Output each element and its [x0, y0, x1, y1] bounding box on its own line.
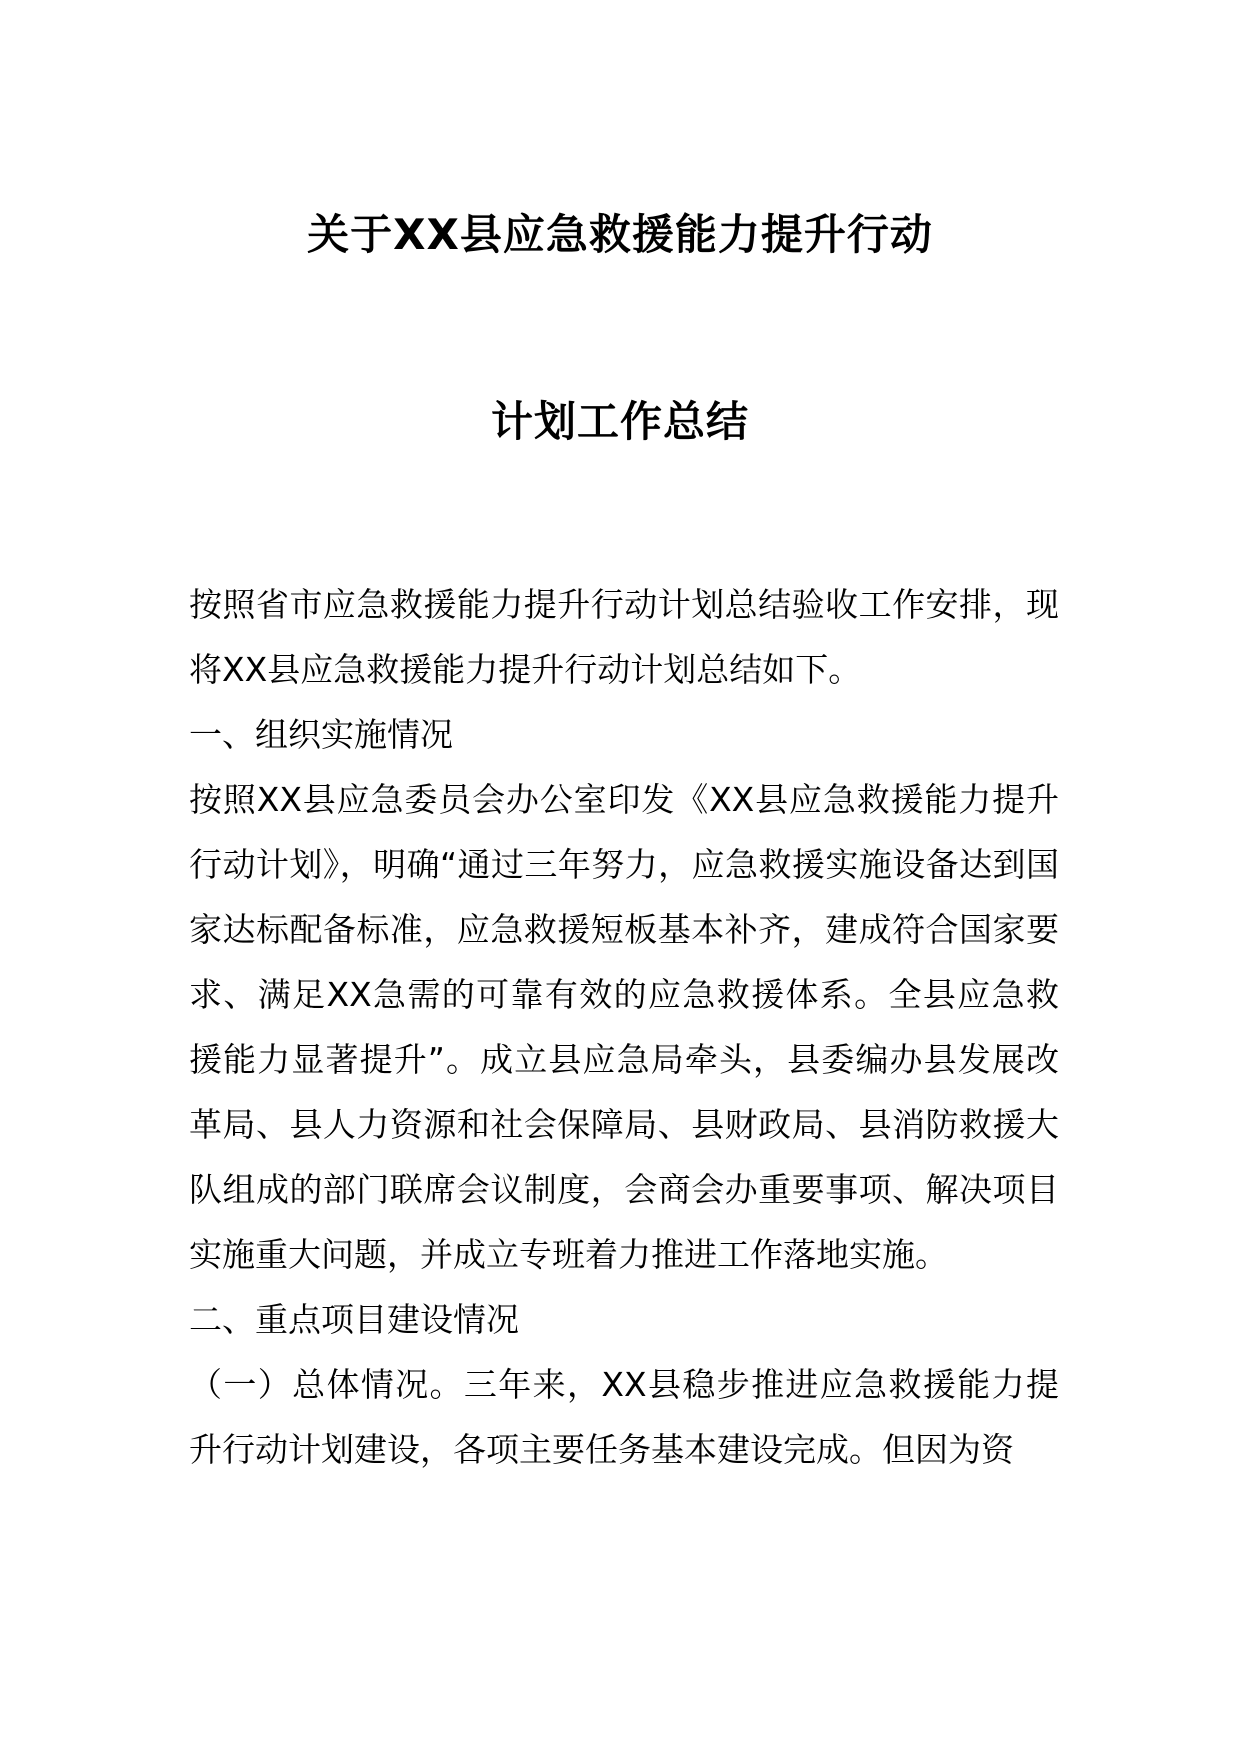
- document-title-line-1: 关于XX县应急救援能力提升行动: [307, 210, 933, 259]
- body-paragraph-2: （一）总体情况。三年来，XX县稳步推进应急救援能力提升行动计划建设，各项主要任务基本建设完成。但因为资: [189, 1365, 1059, 1469]
- body-paragraph-1: 按照XX县应急委员会办公室印发《XX县应急救援能力提升行动计划》，明确“通过三年努力，应急救援实施设备达到国家达标配备标准，应急救援短板基本补齐，建成符合国家要求、满足XX急需的可靠有效的应急救援体系。全县应急救援能力显著提升”。成立县应急局牵头，县委编办县发展改革局、县人力资源和社会保障局、县财政局、县消防救援大队组成的部门联席会议制度，会商会办重要事项、解决项目实施重大问题，并成立专班着力推进工作落地实施。: [189, 780, 1059, 1274]
- section-heading-1: 一、组织实施情况: [189, 715, 453, 754]
- section-heading-2: 二、重点项目建设情况: [189, 1300, 519, 1339]
- document-title-line-2: 计划工作总结: [490, 397, 749, 446]
- intro-paragraph: 按照省市应急救援能力提升行动计划总结验收工作安排，现将XX县应急救援能力提升行动计划总结如下。: [189, 585, 1059, 689]
- document-body: [189, 572, 1059, 1482]
